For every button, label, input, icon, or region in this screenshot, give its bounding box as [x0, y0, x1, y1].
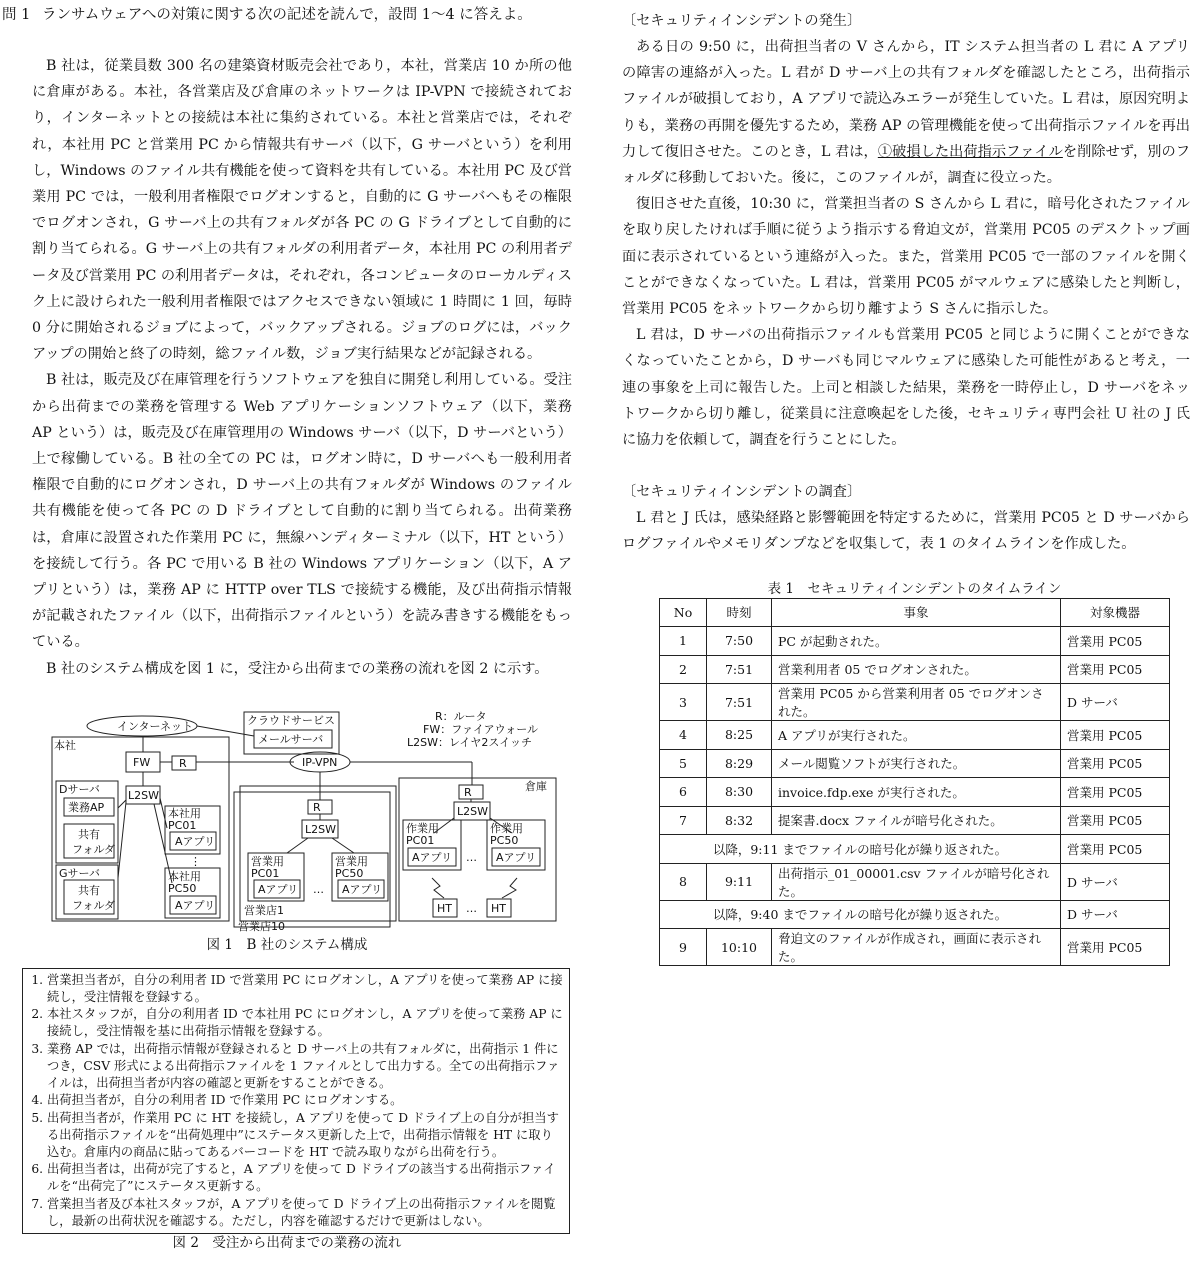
table-row [660, 749, 1170, 778]
no-cell: 3 [660, 684, 707, 721]
event-cell: PC が起動された。 [772, 627, 1061, 656]
flow-step-5: 5. 出荷担当者が，作業用 PC に HT を接続し，A アプリを使って D ドライブ上の自分が担当する出荷指示ファイルを“出荷処理中”にステータス更新した上で，出荷指示情報を HT に取り込む。倉庫内の商品に貼ってあるバーコードを HT で読み取りながら出荷を行う。 [47, 1110, 563, 1162]
device-cell: 営業用 PC05 [1061, 749, 1170, 778]
branch-l2sw-label: L2SW [305, 822, 336, 836]
business-flow-list [29, 972, 563, 1230]
time-cell: 10:10 [707, 929, 772, 966]
figure2-caption: 図 2 受注から出荷までの業務の流れ [172, 1234, 402, 1251]
timeline-table [659, 598, 1170, 967]
time-cell: 7:50 [707, 627, 772, 656]
branch-pc01-name: PC01 [251, 866, 280, 880]
intro-paragraph-3: B 社のシステム構成を図 1 に，受注から出荷までの業務の流れを図 2 に示す。 [46, 660, 549, 677]
right-column [622, 0, 1190, 966]
question-header [2, 4, 572, 26]
hq-l2sw-label: L2SW [128, 788, 159, 802]
event-cell: 営業用 PC05 から営業利用者 05 でログオンされた。 [772, 684, 1061, 721]
branch-pc05-app: Aアプリ [342, 882, 383, 896]
table-row [660, 778, 1170, 807]
question-text: ランサムウェアへの対策に関する次の記述を読んで，設問 1〜4 に答えよ。 [42, 7, 532, 23]
table-row [660, 835, 1170, 864]
table-row [660, 627, 1170, 656]
table-row [660, 721, 1170, 750]
flow-step-2: 2. 本社スタッフが，自分の利用者 ID で本社用 PC にログオンし，A アプリを使って業務 AP に接続し，受注情報を基に出荷指示情報を登録する。 [47, 1006, 563, 1040]
ipvpn-label: IP-VPN [302, 755, 338, 769]
shared-label-2: フォルダ [72, 842, 116, 856]
mail-server-label: メールサーバ [258, 732, 324, 746]
event-cell: invoice.fdp.exe が実行された。 [772, 778, 1061, 807]
time-cell: 7:51 [707, 655, 772, 684]
legend-firewall: FW：ファイアウォール [423, 722, 538, 736]
table-row [660, 900, 1170, 929]
device-cell: 営業用 PC05 [1061, 929, 1170, 966]
g-shared-label-2: フォルダ [72, 898, 116, 912]
incident-p1-before: ある日の 9:50 に，出荷担当者の V さんから，IT システム担当者の L 君に A アプリの障害の連絡が入った。L 君が D サーバ上の共有フォルダを確認したところ，出荷指示ファイルが破損しており，A アプリで読込みエラーが発生していた。L 君は，原因究明よりも，業務の再開を優先するため，業務 AP の管理機能を使って出荷指示ファイルを再出力して復旧させた。このとき，L 君は， [622, 39, 1190, 160]
event-cell: メール閲覧ソフトが実行された。 [772, 749, 1061, 778]
flow-step-6: 6. 出荷担当者は，出荷が完了すると，A アプリを使って D ドライブの該当する出荷指示ファイルを“出荷完了”にステータス更新する。 [47, 1161, 563, 1195]
time-cell: 8:25 [707, 721, 772, 750]
device-cell: 営業用 PC05 [1061, 627, 1170, 656]
col-header-device: 対象機器 [1061, 598, 1170, 627]
flow-step-3: 3. 業務 AP では，出荷指示情報が登録されると D サーバ上の共有フォルダに，出荷指示 1 件につき，CSV 形式による出荷指示ファイルを 1 ファイルとして出力する。全ての出荷指示ファイルは，出荷担当者が内容の確認と更新をすることができる。 [47, 1041, 563, 1093]
branch-pc01-app: Aアプリ [258, 882, 299, 896]
device-cell: D サーバ [1061, 684, 1170, 721]
branch-pc05-type: 営業用 [335, 854, 368, 868]
event-cell: 出荷指示_01_00001.csv ファイルが暗号化された。 [772, 863, 1061, 900]
gserver-label: Gサーバ [59, 866, 100, 880]
col-header-event: 事象 [772, 598, 1061, 627]
incident-paragraph-3: L 君は，D サーバの出荷指示ファイルも営業用 PC05 と同じように開くことができなくなっていたことから，D サーバも同じマルウェアに感染した可能性があると考え，一連の事象を上司に報告した。上司と相談した結果，業務を一時停止し，D サーバをネットワークから切り離し，従業員に注意喚起をした後，セキュリティ専門会社 U 社の J 氏に協力を依頼して，調査を行うことにした。 [622, 327, 1190, 449]
hq-label: 本社 [54, 738, 76, 752]
time-cell: 8:29 [707, 749, 772, 778]
no-cell: 6 [660, 778, 707, 807]
incident-p1-after: を削除せず，別のフォルダに移動しておいた。後に，このファイルが，調査に役立った。 [622, 143, 1190, 187]
table-row [660, 806, 1170, 835]
device-cell: 営業用 PC05 [1061, 721, 1170, 750]
no-cell: 1 [660, 627, 707, 656]
no-cell: 4 [660, 721, 707, 750]
event-cell: 以降，9:40 までファイルの暗号化が繰り返された。 [660, 900, 1061, 929]
table1-caption: 表 1 セキュリティインシデントのタイムライン [767, 580, 1062, 597]
branch-dots: … [313, 882, 324, 896]
no-cell: 2 [660, 655, 707, 684]
branch1-label: 営業店1 [244, 903, 284, 917]
device-cell: D サーバ [1061, 900, 1170, 929]
col-header-time: 時刻 [707, 598, 772, 627]
hq-pc01-type: 本社用 [168, 806, 201, 820]
investigation-heading: 〔セキュリティインシデントの調査〕 [622, 484, 862, 501]
timeline-body [660, 627, 1170, 966]
investigation-paragraph-1: L 君と J 氏は，感染経路と影響範囲を特定するために，営業用 PC05 と D サーバからログファイルやメモリダンプなどを収集して，表 1 のタイムラインを作成した。 [622, 510, 1190, 553]
shared-label-1: 共有 [78, 827, 100, 841]
device-cell: 営業用 PC05 [1061, 806, 1170, 835]
device-cell: 営業用 PC05 [1061, 835, 1170, 864]
branch10-label: 営業店10 [238, 919, 285, 933]
no-cell: 8 [660, 863, 707, 900]
fw-label: FW [133, 755, 151, 769]
wh-pc01-app: Aアプリ [412, 850, 453, 864]
warehouse-label: 倉庫 [525, 779, 547, 793]
hq-pc01-app: Aアプリ [175, 834, 216, 848]
wh-dots: … [466, 850, 477, 864]
no-cell: 9 [660, 929, 707, 966]
time-cell: 8:30 [707, 778, 772, 807]
branch-pc05-name: PC50 [335, 866, 364, 880]
time-cell: 7:51 [707, 684, 772, 721]
ht-dots: … [466, 901, 477, 915]
table-row [660, 863, 1170, 900]
event-cell: 提案書.docx ファイルが暗号化された。 [772, 806, 1061, 835]
flow-step-4: 4. 出荷担当者が，自分の利用者 ID で作業用 PC にログオンする。 [47, 1092, 563, 1109]
gyomu-ap-label: 業務AP [68, 800, 105, 814]
business-flow-box [22, 968, 570, 1234]
hq-pc50-app: Aアプリ [175, 898, 216, 912]
cloud-label: クラウドサービス [247, 713, 335, 727]
hq-vdots: ⋮ [190, 854, 201, 868]
system-diagram [2, 708, 572, 936]
dserver-label: Dサーバ [59, 782, 100, 796]
table-header-row [660, 598, 1170, 627]
warehouse-l2sw-label: L2SW [457, 804, 488, 818]
event-cell: 以降，9:11 までファイルの暗号化が繰り返された。 [660, 835, 1061, 864]
table-row [660, 684, 1170, 721]
hq-pc50-type: 本社用 [168, 869, 201, 883]
device-cell: 営業用 PC05 [1061, 655, 1170, 684]
no-cell: 5 [660, 749, 707, 778]
flow-step-7: 7. 営業担当者及び本社スタッフが，A アプリを使って D ドライブ上の出荷指示ファイルを閲覧し，最新の出荷状況を確認する。ただし，内容を確認するだけで更新はしない。 [47, 1196, 563, 1230]
event-cell: 脅迫文のファイルが作成され，画面に表示された。 [772, 929, 1061, 966]
wh-pc01-name: PC01 [406, 833, 435, 847]
underlined-phrase-1: ①破損した出荷指示ファイル [877, 143, 1063, 160]
time-cell: 9:11 [707, 863, 772, 900]
g-shared-label-1: 共有 [78, 883, 100, 897]
legend-l2sw: L2SW：レイヤ2スイッチ [407, 735, 532, 749]
event-cell: A アプリが実行された。 [772, 721, 1061, 750]
internet-label: インターネット [117, 719, 194, 733]
table-row [660, 929, 1170, 966]
wh-pc50-type: 作業用 [490, 821, 523, 835]
wh-pc01-type: 作業用 [406, 821, 439, 835]
ht-label-2: HT [491, 901, 506, 915]
ht-label-1: HT [437, 901, 452, 915]
hq-pc01-name: PC01 [168, 818, 197, 832]
wh-pc50-name: PC50 [490, 833, 519, 847]
flow-step-1: 1. 営業担当者が，自分の利用者 ID で営業用 PC にログオンし，A アプリを使って業務 AP に接続し，受注情報を登録する。 [47, 972, 563, 1006]
event-cell: 営業利用者 05 でログオンされた。 [772, 655, 1061, 684]
incident-paragraph-1 [622, 34, 1190, 191]
no-cell: 7 [660, 806, 707, 835]
branch-router-label: R [313, 800, 321, 814]
wh-pc50-app: Aアプリ [496, 850, 537, 864]
hq-pc50-name: PC50 [168, 881, 197, 895]
branch-pc01-type: 営業用 [251, 854, 284, 868]
device-cell: D サーバ [1061, 863, 1170, 900]
incident-heading: 〔セキュリティインシデントの発生〕 [622, 13, 862, 29]
device-cell: 営業用 PC05 [1061, 778, 1170, 807]
table-row [660, 655, 1170, 684]
intro-paragraph-1: B 社は，従業員数 300 名の建築資材販売会社であり，本社，営業店 10 か所の他に倉庫がある。本社，各営業店及び倉庫のネットワークは IP-VPN で接続されており，インターネットとの接続は本社に集約されている。本社と営業店では，それぞれ，本社用 PC と営業用 PC から情報共有サーバ（以下，G サーバという）を利用し，Windows のファイル共有機能を使って資料を共有している。本社用 PC 及び営業用 PC では，一般利用者権限でログオンすると，自動的に G サーバへもその権限でログオンされ，G サーバ上の共有フォルダが各 PC の G ドライブとして自動的に割り当てられる。G サーバ上の共有フォルダの利用者データ，本社用 PC の利用者データ及び営業用 PC の利用者データは，それぞれ，各コンピュータのローカルディスク上に設けられた一般利用者権限ではアクセスできない領域に 1 時間に 1 回，毎時 0 分に開始されるジョブによって，バックアップされる。ジョブのログには，バックアップの開始と終了の時刻，総ファイル数，ジョブ実行結果などが記録される。 [32, 58, 572, 363]
col-header-no: No [660, 598, 707, 627]
figure1-caption: 図 1 B 社のシステム構成 [206, 936, 368, 953]
incident-paragraph-2: 復旧させた直後，10:30 に，営業担当者の S さんから L 君に，暗号化されたファイルを取り戻したければ手順に従うよう指示する脅迫文が，営業用 PC05 のデスクトップ画面に表示されているという連絡が入った。また，営業用 PC05 で一部のファイルを開くことができなくなっていた。L 君は，営業用 PC05 がマルウェアに感染したと判断し，営業用 PC05 をネットワークから切り離すよう S さんに指示した。 [622, 196, 1190, 318]
router-label: R [179, 756, 187, 770]
warehouse-router-label: R [464, 785, 472, 799]
left-column [2, 0, 572, 1252]
time-cell: 8:32 [707, 806, 772, 835]
legend-router: R：ルータ [435, 709, 487, 723]
intro-paragraph-2: B 社は，販売及び在庫管理を行うソフトウェアを独自に開発し利用している。受注から出荷までの業務を管理する Web アプリケーションソフトウェア（以下，業務 AP という）は，販売及び在庫管理用の Windows サーバ（以下，D サーバという）上で稼働している。B 社の全ての PC は，ログオン時に，D サーバへも一般利用者権限で自動的にログオンされ，D サーバ上の共有フォルダが Windows のファイル共有機能を使って各 PC の D ドライブとして自動的に割り当てられる。出荷業務は，倉庫に設置された作業用 PC に，無線ハンディターミナル（以下，HT という）を接続して行う。各 PC で用いる B 社の Windows アプリケーション（以下，A アプリという）は，業務 AP に HTTP over TLS で接続する機能，及び出荷指示情報が記載されたファイル（以下，出荷指示ファイルという）を読み書きする機能をもっている。 [32, 372, 572, 651]
question-number: 問 1 [2, 7, 31, 23]
